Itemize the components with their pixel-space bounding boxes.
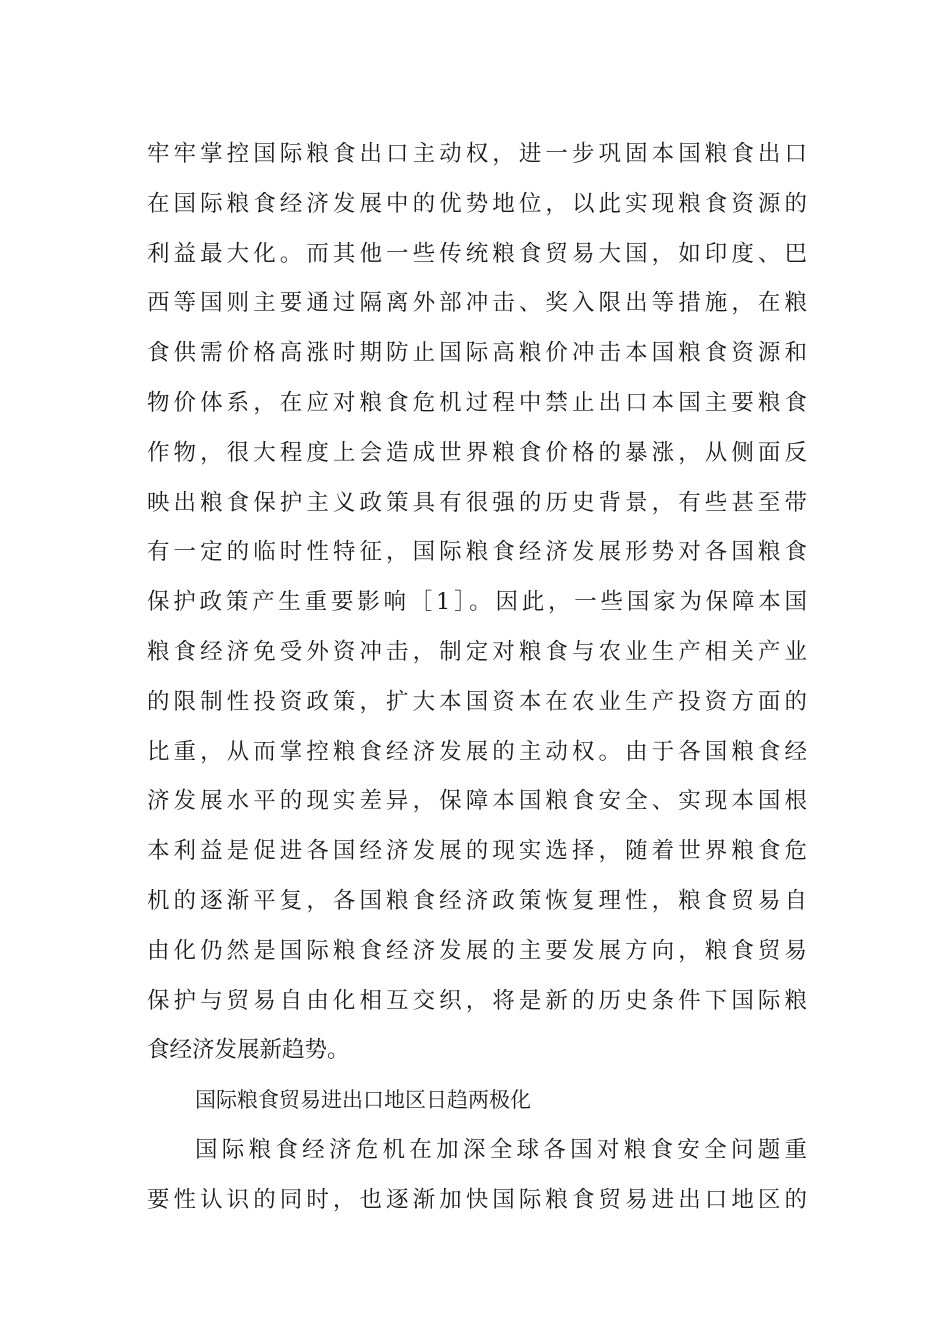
text-line: 济发展水平的现实差异，保障本国粮食安全、实现本国根 bbox=[147, 788, 807, 815]
text-line: 机的逐渐平复，各国粮食经济政策恢复理性，粮食贸易自 bbox=[147, 887, 807, 914]
text-line: 食供需价格高涨时期防止国际高粮价冲击本国粮食资源和 bbox=[147, 340, 807, 367]
text-line: 牢牢掌控国际粮食出口主动权，进一步巩固本国粮食出口 bbox=[147, 141, 807, 167]
text-line: 映出粮食保护主义政策具有很强的历史背景，有些甚至带 bbox=[147, 489, 807, 516]
text-line: 有一定的临时性特征，国际粮食经济发展形势对各国粮食 bbox=[147, 539, 807, 566]
text-line: 利益最大化。而其他一些传统粮食贸易大国，如印度、巴 bbox=[147, 240, 807, 267]
text-line: 由化仍然是国际粮食经济发展的主要发展方向，粮食贸易 bbox=[147, 937, 807, 964]
text-line: 保护与贸易自由化相互交织，将是新的历史条件下国际粮 bbox=[147, 987, 807, 1014]
text-line: 作物，很大程度上会造成世界粮食价格的暴涨，从侧面反 bbox=[147, 439, 807, 466]
paragraph-2 bbox=[147, 1126, 807, 1226]
text-line: 本利益是促进各国经济发展的现实选择，随着世界粮食危 bbox=[147, 838, 807, 865]
text-line: 保护政策产生重要影响［1］。因此，一些国家为保障本国 bbox=[147, 589, 807, 616]
text-line: 的限制性投资政策，扩大本国资本在农业生产投资方面的 bbox=[147, 688, 807, 715]
text-line: 粮食经济免受外资冲击，制定对粮食与农业生产相关产业 bbox=[147, 638, 807, 665]
body-text bbox=[147, 130, 807, 1226]
text-line: 要性认识的同时，也逐渐加快国际粮食贸易进出口地区的 bbox=[147, 1186, 807, 1213]
text-line: 在国际粮食经济发展中的优势地位，以此实现粮食资源的 bbox=[147, 190, 807, 217]
paragraph-1 bbox=[147, 130, 807, 1076]
text-line: 食经济发展新趋势。 bbox=[147, 1037, 350, 1064]
text-line: 国际粮食经济危机在加深全球各国对粮食安全问题重 bbox=[195, 1136, 807, 1163]
text-line: 西等国则主要通过隔离外部冲击、奖入限出等措施，在粮 bbox=[147, 290, 807, 317]
section-heading: 国际粮食贸易进出口地区日趋两极化 bbox=[195, 1088, 531, 1113]
text-line: 比重，从而掌控粮食经济发展的主动权。由于各国粮食经 bbox=[147, 738, 807, 765]
text-line: 物价体系，在应对粮食危机过程中禁止出口本国主要粮食 bbox=[147, 389, 807, 416]
